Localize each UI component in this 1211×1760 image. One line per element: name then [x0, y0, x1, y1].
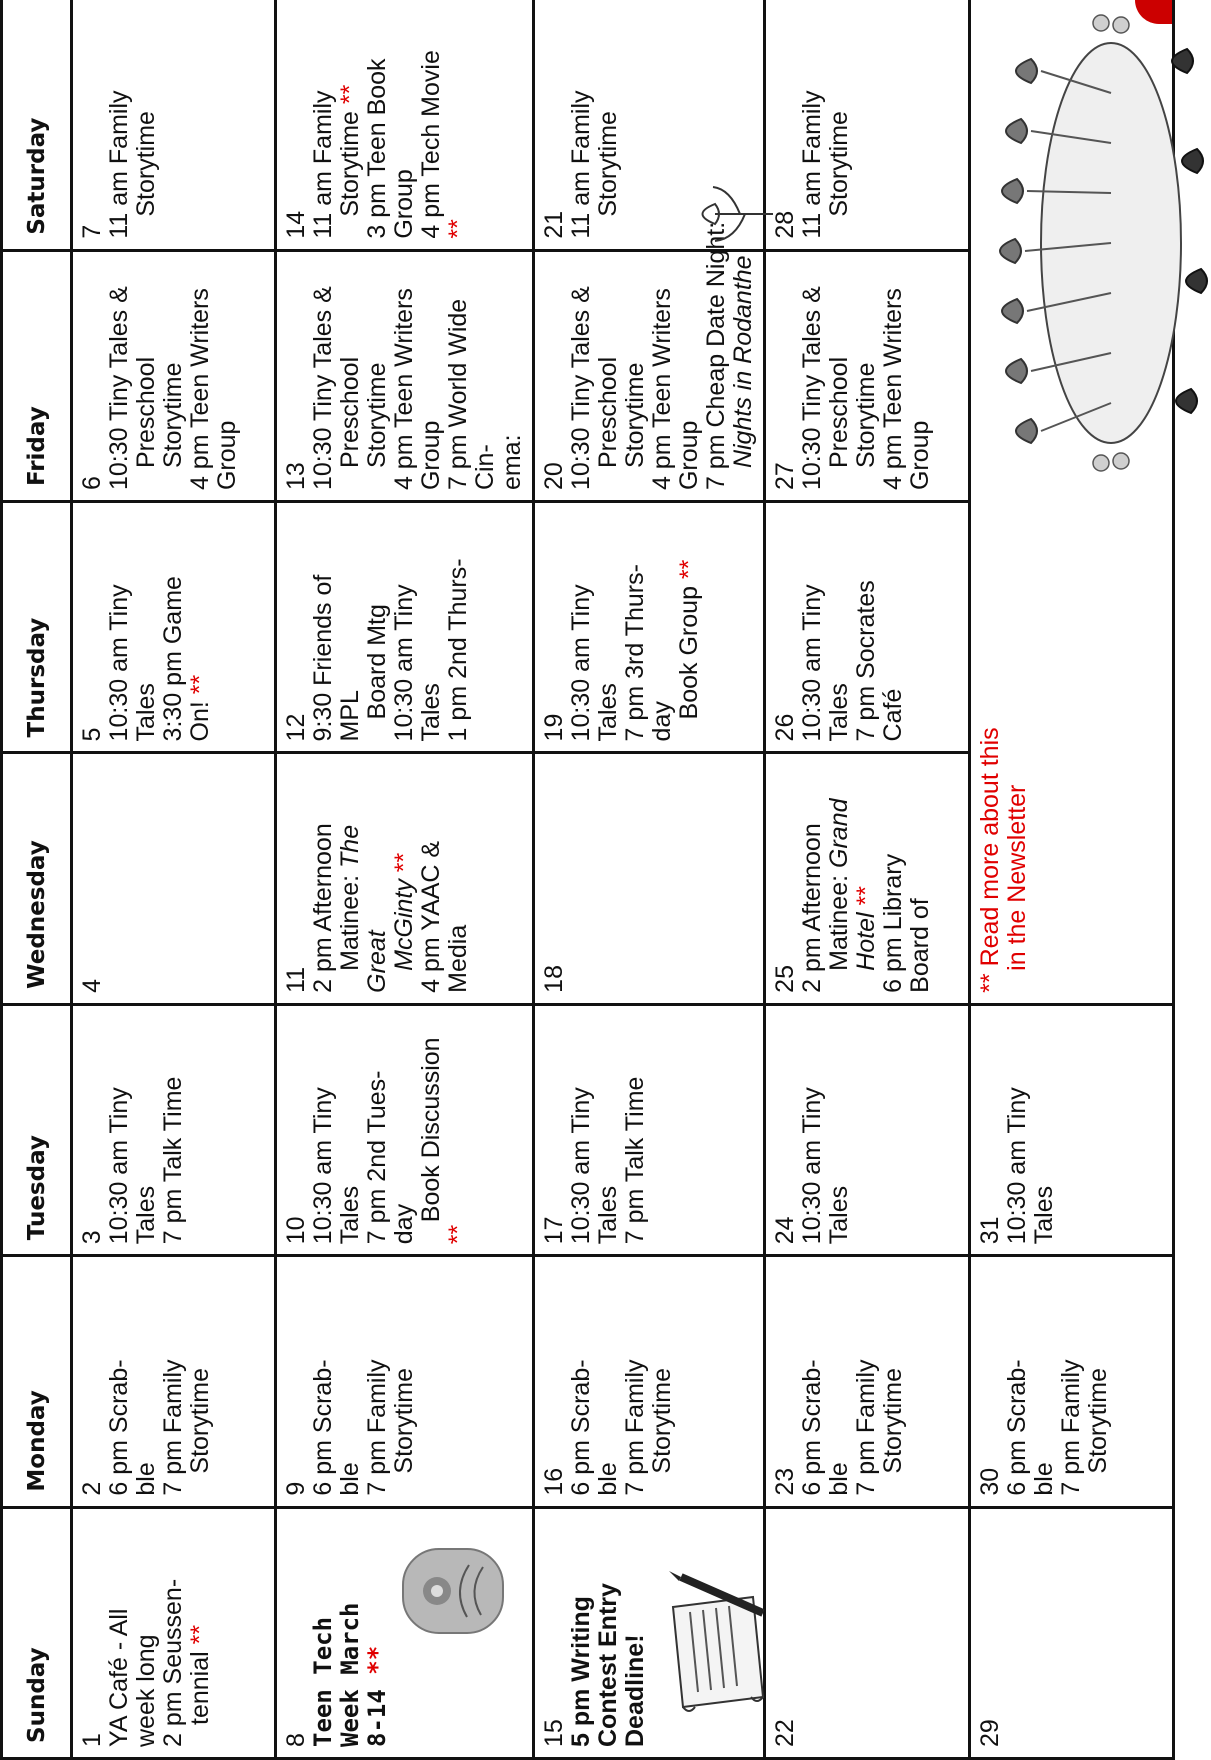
day-number: 1 [78, 1733, 106, 1747]
newsletter-note-cell [971, 0, 1175, 1003]
day-cell-11 [277, 751, 535, 1002]
flower-sketch-icon [685, 179, 775, 249]
day-number: 21 [540, 210, 569, 239]
event-line: Board Mtg [363, 604, 392, 720]
teen-tech-badge-icon [397, 1545, 509, 1637]
newsletter-marker: ** [186, 1624, 214, 1645]
day-cell-30 [971, 1254, 1175, 1505]
event-line: 6 pm Scrab- [105, 1359, 133, 1496]
event-line: 7 pm Socrates [852, 580, 881, 742]
event-line: 1 pm 2nd Thurs- [444, 558, 473, 742]
event-line: tennial [186, 1651, 214, 1725]
movie-title: Grand [825, 798, 854, 868]
day-cell-23 [766, 1254, 970, 1505]
event-line: 4 pm Teen Writers [648, 288, 677, 491]
day-cell-31 [971, 1003, 1175, 1254]
day-cell-1 [73, 1506, 277, 1757]
day-number: 13 [282, 462, 311, 491]
header-sunday: Sunday [3, 1506, 73, 1757]
day-cell-3 [73, 1003, 277, 1254]
day-cell-9 [277, 1254, 535, 1505]
newsletter-marker: ** [186, 674, 214, 695]
event-line: Tales [336, 1185, 365, 1245]
header-saturday: Saturday [3, 0, 73, 249]
event-line: 7 pm Family [159, 1359, 187, 1496]
event-line: 10:30 Tiny Tales & [105, 286, 133, 491]
event-line: YA Café - All [105, 1608, 133, 1747]
event-line: Board of [906, 898, 935, 993]
event-line: Storytime [336, 111, 365, 217]
day-number: 23 [771, 1467, 800, 1496]
day-number: 29 [975, 1719, 1004, 1747]
event-line: Storytime [594, 111, 623, 217]
event-line: Preschool Storytime [132, 356, 187, 469]
day-number: 15 [540, 1719, 569, 1747]
event-line: 2 pm Afternoon [309, 823, 338, 993]
day-cell-17 [535, 1003, 766, 1254]
event-line: 11 am Family [567, 90, 596, 239]
day-number: 7 [78, 224, 106, 239]
day-number: 19 [540, 713, 569, 742]
movie-title: McGinty [390, 879, 419, 971]
day-cell-26 [766, 500, 970, 751]
event-line: Storytime [825, 111, 854, 217]
newsletter-marker: ** [363, 1645, 392, 1675]
event-line: ble [132, 1462, 160, 1496]
day-cell-2 [73, 1254, 277, 1505]
event-line: 2 pm Afternoon [798, 823, 827, 993]
day-number: 20 [540, 462, 569, 491]
event-line: ble [825, 1462, 854, 1496]
movie-title: Nights in Rodanthe [729, 255, 758, 469]
event-line: Media [444, 924, 473, 993]
event-line: 2 pm Seussen- [159, 1578, 187, 1747]
day-number: 28 [771, 210, 800, 239]
day-cell-25 [766, 751, 970, 1002]
day-number: 14 [282, 210, 311, 239]
event-line: Storytime [390, 1368, 419, 1474]
day-number: 9 [282, 1481, 311, 1496]
teen-tech-week-dates: 8-14 [363, 1689, 392, 1747]
teen-tech-week-title: Teen Tech [309, 1616, 338, 1747]
event-line: Book Group [675, 586, 704, 720]
event-line: 10:30 am Tiny [567, 584, 596, 742]
event-line: Preschool Storytime [594, 356, 650, 469]
day-number: 6 [78, 476, 106, 491]
event-line: 7 pm Talk Time [621, 1076, 650, 1245]
event-line: Group [675, 420, 704, 491]
header-wednesday: Wednesday [3, 751, 73, 1002]
header-thursday: Thursday [3, 500, 73, 751]
event-line: 10:30 am Tiny [390, 584, 419, 742]
event-line: On! [186, 701, 214, 742]
day-number: 16 [540, 1467, 569, 1496]
event-line: Group [390, 169, 419, 239]
event-line: 7 pm Talk Time [159, 1076, 187, 1245]
day-cell-16 [535, 1254, 766, 1505]
day-cell-7 [73, 0, 277, 249]
event-line: 6 pm Scrab- [798, 1359, 827, 1496]
event-line: 6 pm Scrab- [1002, 1359, 1031, 1496]
event-line: 10:30 Tiny Tales & [567, 286, 596, 491]
newsletter-note: Read more about this [975, 727, 1004, 967]
event-line: Preschool Storytime [825, 356, 881, 469]
event-line: 10:30 am Tiny [798, 584, 827, 742]
day-number: 10 [282, 1216, 311, 1245]
event-line: 10:30 Tiny Tales & [798, 286, 827, 491]
event-line: 10:30 Tiny Tales & [309, 286, 338, 491]
event-line: Storytime [186, 1368, 214, 1474]
header-monday: Monday [3, 1254, 73, 1505]
day-number: 31 [975, 1216, 1004, 1245]
day-cell-21 [535, 0, 766, 249]
event-line: 4 pm Teen Writers [390, 288, 419, 491]
event-line: Tales [417, 683, 446, 742]
event-line: ble [336, 1462, 365, 1496]
newsletter-marker: ** [852, 886, 881, 906]
event-line: 11 am Family [309, 90, 338, 239]
event-line: 7 pm Family [363, 1359, 392, 1496]
event-line: Storytime [1083, 1368, 1112, 1474]
newsletter-marker: ** [390, 852, 419, 873]
day-cell-27 [766, 249, 970, 500]
day-number: 2 [78, 1481, 106, 1496]
scroll-and-pencil-icon [663, 1567, 773, 1717]
day-cell-5 [73, 500, 277, 751]
day-number: 3 [78, 1230, 106, 1245]
day-number: 4 [78, 978, 106, 993]
day-cell-22 [766, 1506, 970, 1757]
deadline-title: Deadline! [621, 1634, 650, 1747]
event-line: 4 pm Teen Writers [186, 288, 214, 491]
day-number: 5 [78, 727, 106, 742]
event-line: Matinee: [825, 874, 854, 971]
day-cell-10 [277, 1003, 535, 1254]
newsletter-marker: ** [444, 1224, 473, 1245]
event-line: 7 pm 3rd Thurs- [621, 564, 650, 742]
event-line: ble [1029, 1462, 1058, 1496]
event-line: 6 pm Scrab- [567, 1359, 596, 1496]
day-number: 8 [282, 1733, 311, 1747]
day-number: 22 [771, 1719, 800, 1747]
movie-title: The [336, 824, 365, 868]
newsletter-marker: ** [444, 219, 473, 239]
event-line: 10:30 am Tiny [105, 584, 133, 742]
newsletter-marker: ** [675, 559, 704, 580]
day-cell-4 [73, 751, 277, 1002]
event-line: 9:30 Friends of [309, 574, 338, 742]
day-cell-29 [971, 1506, 1175, 1757]
event-line: Book Discussion [417, 1037, 446, 1223]
event-line: Tales [594, 683, 623, 742]
event-line: Tales [825, 1185, 854, 1245]
event-line: 7 pm 2nd Tues- [363, 1070, 392, 1245]
day-cell-19 [535, 500, 766, 751]
event-line: 10:30 am Tiny [567, 1087, 596, 1245]
event-line: 7 pm Family [621, 1359, 650, 1496]
event-line: 4 pm YAAC & [417, 840, 446, 993]
day-number: 27 [771, 462, 800, 491]
event-line: 7 pm Family [1056, 1359, 1085, 1496]
event-line: MPL [336, 690, 365, 742]
event-line: Tales [594, 1185, 623, 1245]
event-line: Storytime [132, 111, 160, 217]
event-line: 11 am Family [105, 90, 133, 239]
tulip-bouquet-illustration [991, 3, 1211, 483]
event-line: 6 pm Scrab- [309, 1359, 338, 1496]
deadline-title: 5 pm Writing [567, 1596, 596, 1747]
event-line: 4 pm Teen Writers [879, 288, 908, 491]
day-cell-12 [277, 500, 535, 751]
event-line: 6 pm Library [879, 853, 908, 993]
header-friday: Friday [3, 249, 73, 500]
event-line: Café [879, 688, 908, 742]
event-line: 7 pm Cheap Date Night: [702, 221, 731, 491]
day-number: 26 [771, 713, 800, 742]
day-cell-28 [766, 0, 970, 249]
event-line: 4 pm Tech Movie [417, 50, 446, 239]
day-number: 18 [540, 965, 569, 993]
event-line: 10:30 am Tiny [798, 1087, 827, 1245]
deadline-title: Contest Entry [594, 1583, 623, 1747]
day-cell-6 [73, 249, 277, 500]
header-tuesday: Tuesday [3, 1003, 73, 1254]
day-number: 30 [975, 1467, 1004, 1496]
teen-tech-week-title: Week March [336, 1602, 365, 1747]
newsletter-note: in the Newsletter [1002, 784, 1031, 971]
day-number: 12 [282, 713, 311, 742]
newsletter-marker: ** [975, 973, 1004, 993]
day-cell-15 [535, 1506, 766, 1757]
event-line: Group [213, 420, 241, 491]
event-line: Tales [132, 683, 160, 742]
movie-title: Great [363, 930, 392, 993]
event-line: Matinee: [336, 874, 365, 971]
day-cell-24 [766, 1003, 970, 1254]
event-line: Preschool Storytime [336, 356, 392, 469]
event-line: week long [132, 1634, 160, 1747]
day-number: 24 [771, 1216, 800, 1245]
event-line: Tales [1029, 1185, 1058, 1245]
event-line: 3 pm Teen Book [363, 58, 392, 239]
event-line: 10:30 am Tiny [105, 1087, 133, 1245]
event-line: Storytime [879, 1368, 908, 1474]
event-line: 3:30 pm Game [159, 576, 187, 742]
event-line: 10:30 am Tiny [1002, 1087, 1031, 1245]
day-cell-14 [277, 0, 535, 249]
event-line: ble [594, 1462, 623, 1496]
event-line: ema: [498, 434, 527, 491]
event-line: Group [906, 420, 935, 491]
event-line: 11 am Family [798, 90, 827, 239]
day-number: 17 [540, 1216, 569, 1245]
newsletter-marker: ** [336, 84, 365, 105]
day-cell-18 [535, 751, 766, 1002]
event-line: 7 pm Family [852, 1359, 881, 1496]
event-line: 10:30 am Tiny [309, 1087, 338, 1245]
day-number: 11 [282, 966, 311, 993]
event-line: Group [417, 420, 446, 491]
day-number: 25 [771, 965, 800, 993]
movie-title: Hotel [852, 912, 881, 971]
event-line: Tales [825, 683, 854, 742]
event-line: Tales [132, 1185, 160, 1245]
day-cell-13 [277, 249, 535, 500]
event-line: Storytime [648, 1368, 677, 1474]
event-line: day [390, 1203, 419, 1245]
event-line: day [648, 701, 677, 742]
event-line: 7 pm World Wide Cin- [444, 298, 500, 491]
day-cell-8 [277, 1506, 535, 1757]
